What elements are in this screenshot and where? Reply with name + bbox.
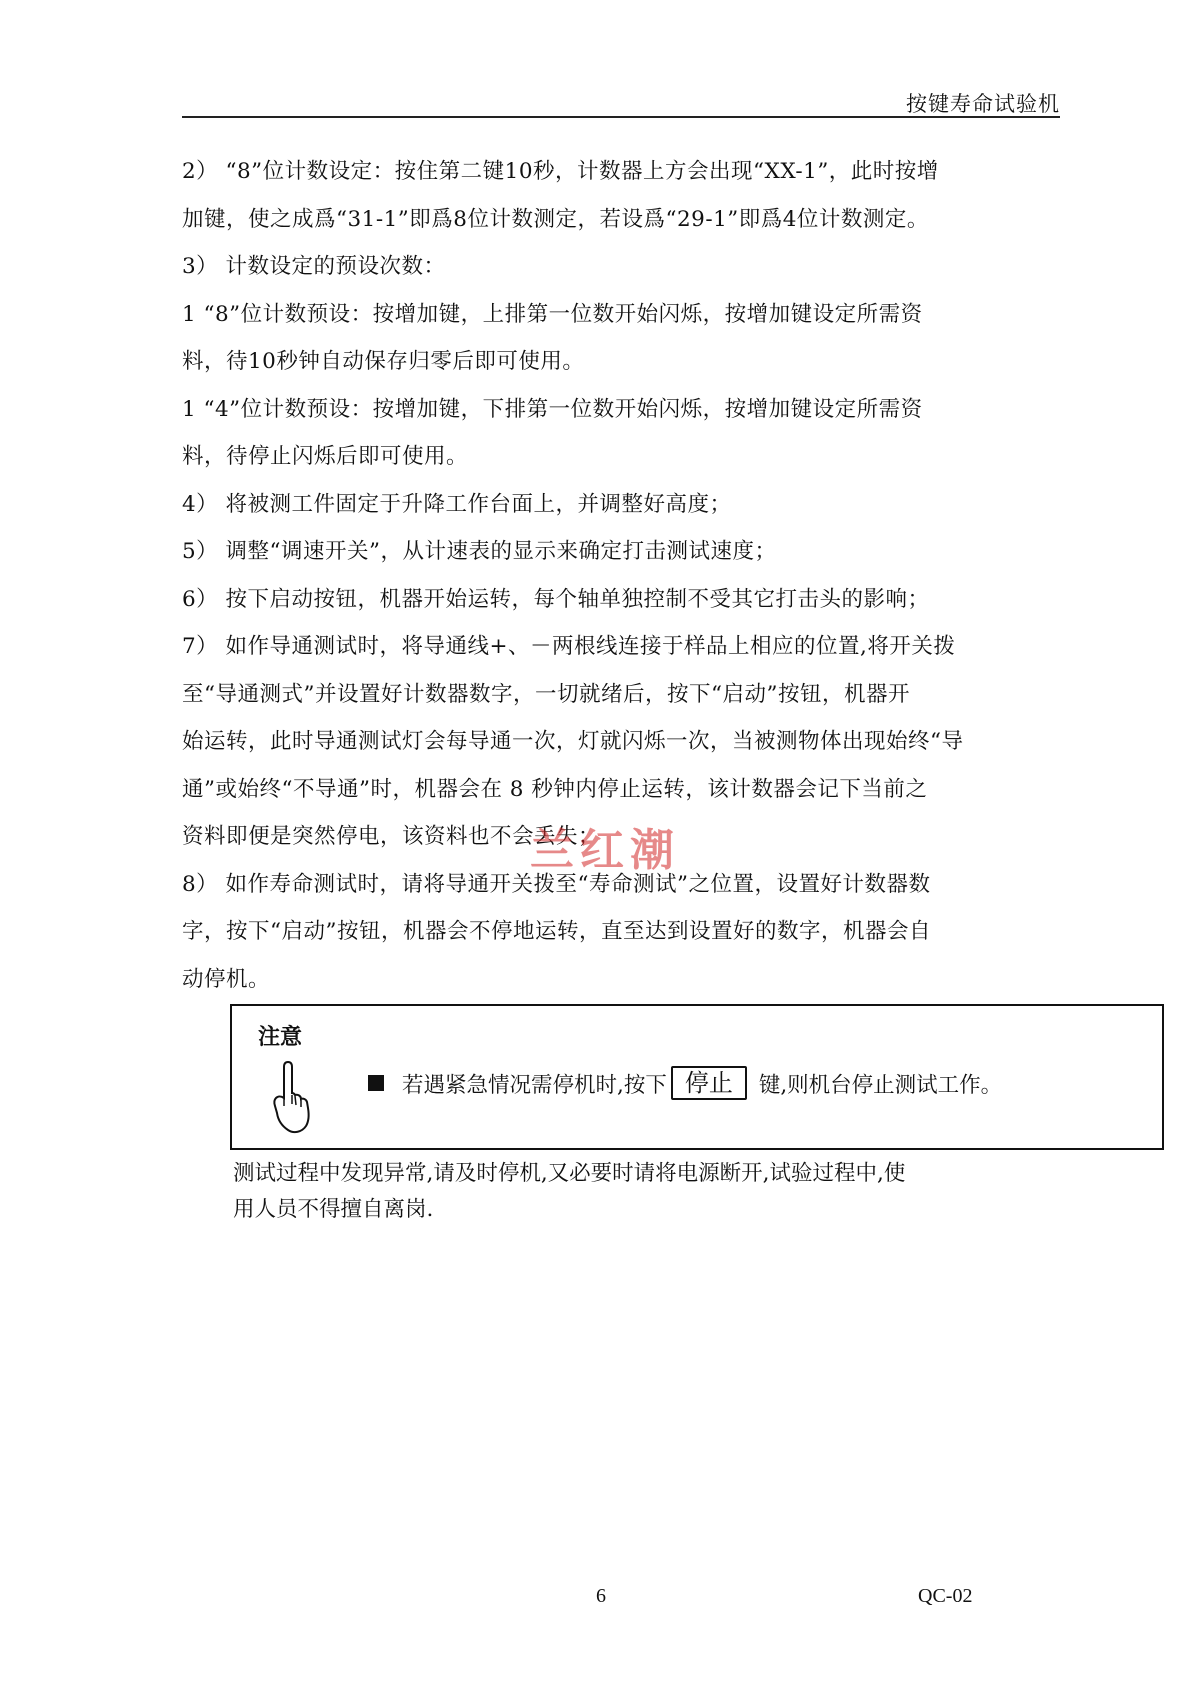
square-bullet-icon	[368, 1075, 384, 1091]
body-line: 料，待10秒钟自动保存归零后即可使用。	[182, 349, 585, 374]
body-line: 1 “8”位计数预设：按增加键，上排第一位数开始闪烁，按增加键设定所需资	[182, 301, 923, 327]
body-line: 3） 计数设定的预设次数：	[182, 254, 446, 279]
body-line: 8） 如作寿命测试时，请将导通开关拨至“寿命测试”之位置，设置好计数器数	[182, 871, 931, 897]
body-line: 6） 按下启动按钮，机器开始运转，每个轴单独控制不受其它打击头的影响；	[182, 586, 930, 612]
body-text	[182, 148, 1062, 1003]
pointing-hand-icon	[268, 1058, 312, 1136]
body-line: 动停机。	[182, 966, 271, 992]
body-line: 料，待停止闪烁后即可使用。	[182, 444, 469, 469]
stop-key-label: 停止	[671, 1066, 747, 1100]
body-line: 字，按下“启动”按钮，机器会不停地运转，直至达到设置好的数字，机器会自	[182, 919, 931, 944]
body-line: 5） 调整“调速开关”，从计速表的显示来确定打击测试速度；	[182, 539, 777, 564]
document-code: QC-02	[918, 1585, 973, 1607]
note-text-after: 键,则机台停止测试工作。	[758, 1072, 1003, 1098]
header-rule	[182, 116, 1060, 118]
header-title: 按键寿命试验机	[906, 92, 1060, 116]
after-note-text	[233, 1156, 1063, 1228]
page-number: 6	[596, 1585, 606, 1607]
note-title: 注意	[258, 1025, 303, 1050]
body-line: 资料即便是突然停电，该资料也不会丢失；	[182, 824, 601, 849]
body-line: 加键，使之成爲“31-1”即爲8位计数测定，若设爲“29-1”即爲4位计数测定。	[182, 206, 929, 232]
body-line: 4） 将被测工件固定于升降工作台面上，并调整好高度；	[182, 491, 732, 517]
watermark-text: 兰红潮	[530, 825, 680, 876]
note-text-before: 若遇紧急情况需停机时,按下	[402, 1072, 667, 1098]
after-note-line: 测试过程中发现异常,请及时停机,又必要时请将电源断开,试验过程中,使	[233, 1161, 906, 1186]
body-line: 通”或始终“不导通”时，机器会在 8 秒钟内停止运转，该计数器会记下当前之	[182, 776, 928, 802]
body-line: 始运转，此时导通测试灯会每导通一次，灯就闪烁一次，当被测物体出现始终“导	[182, 729, 964, 754]
body-line: 至“导通测式”并设置好计数器数字，一切就绪后，按下“启动”按钮，机器开	[182, 681, 910, 707]
note-box	[230, 1004, 1164, 1150]
body-line: 2） “8”位计数设定：按住第二键10秒，计数器上方会出现“XX-1”，此时按增	[182, 159, 939, 184]
after-note-line: 用人员不得擅自离岗.	[233, 1197, 434, 1222]
note-line	[368, 1066, 1002, 1100]
body-line: 7） 如作导通测试时，将导通线+、－两根线连接于样品上相应的位置,将开关拨	[182, 634, 956, 659]
body-line: 1 “4”位计数预设：按增加键，下排第一位数开始闪烁，按增加键设定所需资	[182, 396, 923, 422]
